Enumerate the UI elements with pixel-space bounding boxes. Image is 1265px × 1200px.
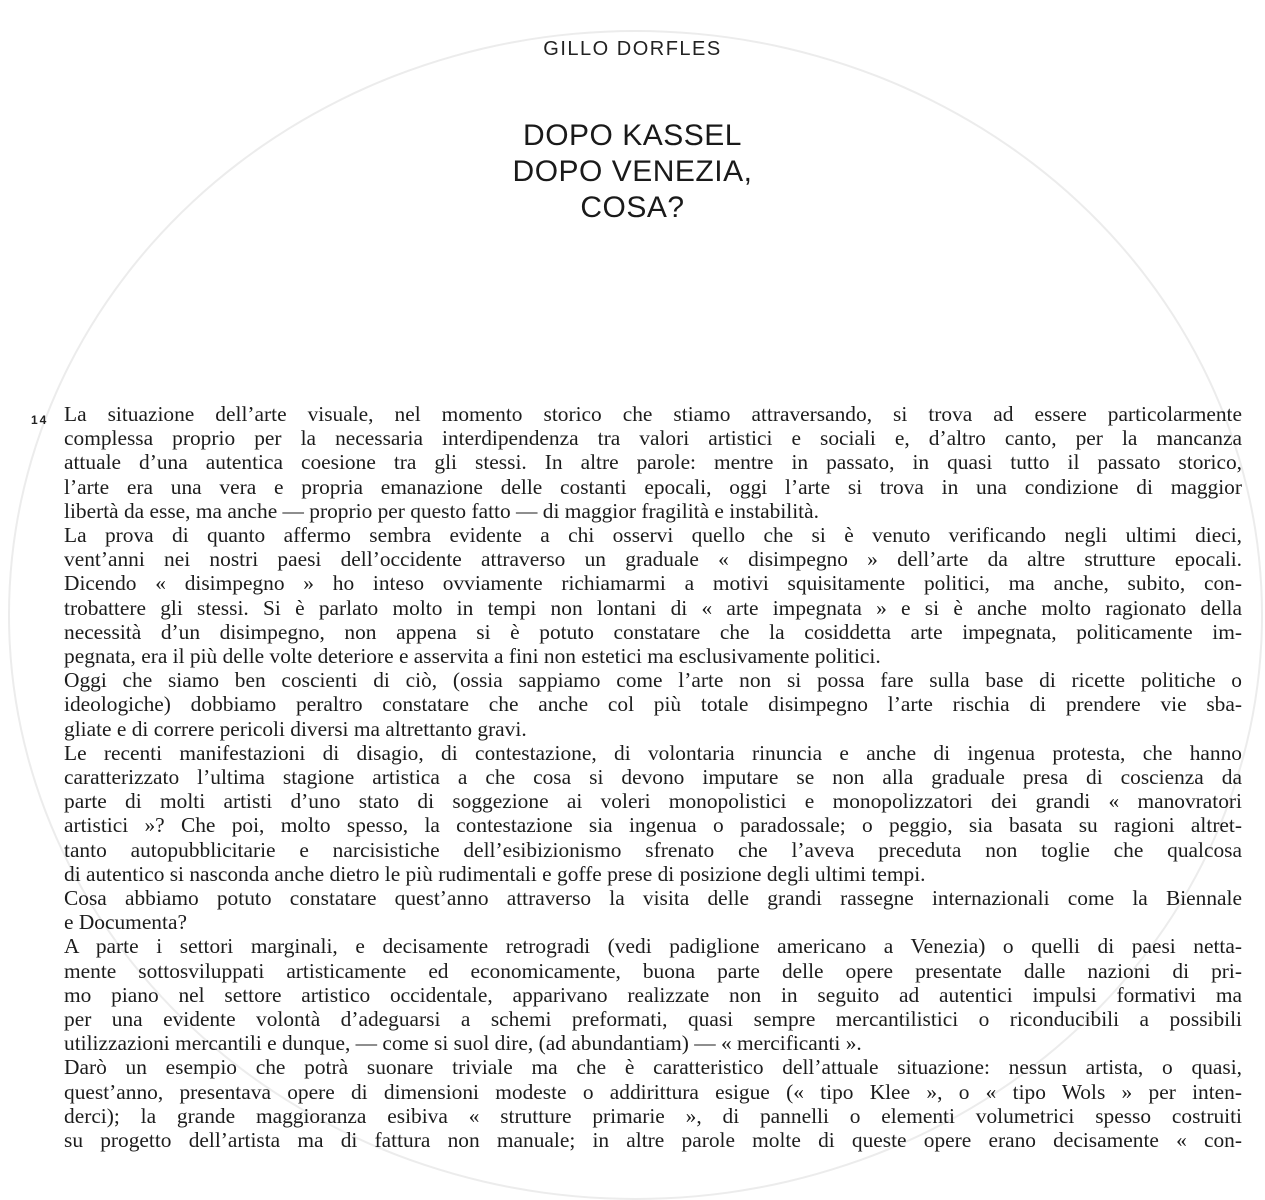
body-line: necessità d’un disimpegno, non appena si è potuto constatare che la cosiddetta arte impegnata, politicamente im-: [64, 619, 1242, 644]
body-line: Le recenti manifestazioni di disagio, di contestazione, di volontaria rinuncia e anche di ingenua protesta, che hanno: [64, 740, 1242, 765]
body-line: Cosa abbiamo potuto constatare quest’anno attraverso la visita delle grandi rassegne internazionali come la Biennale: [64, 886, 1242, 911]
title-line: COSA?: [580, 191, 685, 224]
title-line: DOPO KASSEL: [523, 119, 742, 152]
body-line: La prova di quanto affermo sembra evidente a chi osservi quello che si è venuto verificando negli ultimi dieci,: [64, 523, 1242, 548]
body-line: A parte i settori marginali, e decisamente retrogradi (vedi padiglione americano a Venezia) o quelli di paesi netta-: [64, 934, 1242, 959]
body-line: Dicendo « disimpegno » ho inteso ovviamente richiamarmi a motivi squisitamente politici, ma anche, subito, con-: [64, 571, 1242, 596]
title-line: DOPO VENEZIA,: [512, 155, 753, 188]
body-line: utilizzazioni mercantili e dunque, — come si suol dire, (ad abundantiam) — « mercificanti ».: [64, 1031, 862, 1056]
body-line: caratterizzato l’ultima stagione artistica a che cosa si devono imputare se non alla graduale presa di coscienza da: [64, 765, 1242, 790]
body-line: mo piano nel settore artistico occidentale, apparivano realizzate non in seguito ad autentici impulsi formativi ma: [64, 982, 1242, 1007]
body-line: e Documenta?: [64, 910, 187, 935]
body-line: mente sottosviluppati artisticamente ed economicamente, buona parte delle opere presentate dalle nazioni di pri-: [64, 958, 1242, 983]
body-line: trobattere gli stessi. Si è parlato molto in tempi non lontani di « arte impegnata » e si è anche molto ragionato della: [64, 595, 1242, 620]
body-line: artistici »? Che poi, molto spesso, la contestazione sia ingenua o paradossale; o peggio, sia basata su ragioni altret-: [64, 813, 1242, 838]
body-line: per una evidente volontà d’adeguarsi a schemi preformati, quasi sempre mercantilistici o riconducibili a possibili: [64, 1007, 1242, 1032]
body-line: tanto autopubblicitarie e narcisistiche dell’esibizionismo sfrenato che l’aveva preceduta non toglie che qualcosa: [64, 837, 1242, 862]
body-line: quest’anno, presentava opere di dimensioni modeste o addirittura esigue (« tipo Klee », o « tipo Wols » per inten-: [64, 1079, 1242, 1104]
body-line: su progetto dell’artista ma di fattura non manuale; in altre parole molte di queste opere erano decisamente « con-: [64, 1128, 1242, 1153]
page-number: 14: [31, 413, 49, 427]
article-title: [0, 118, 1265, 226]
body-line: derci); la grande maggioranza esibiva « strutture primarie », di pannelli o elementi volumetrici spesso costruiti: [64, 1103, 1242, 1128]
body-line: gliate e di correre pericoli diversi ma altrettanto gravi.: [64, 716, 527, 741]
body-line: vent’anni nei nostri paesi dell’occidente attraverso un graduale « disimpegno » dell’arte da altre strutture epocali.: [64, 547, 1242, 572]
body-line: l’arte era una vera e propria emanazione delle costanti epocali, oggi l’arte si trova in una condizione di maggior: [64, 474, 1242, 499]
body-line: attuale d’una autentica coesione tra gli stessi. In altre parole: mentre in passato, in quasi tutto il passato storico,: [64, 450, 1242, 475]
body-line: di autentico si nasconda anche dietro le più rudimentali e goffe prese di posizione degli ultimi tempi.: [64, 861, 926, 886]
body-line: parte di molti artisti d’uno stato di soggezione ai voleri monopolistici e monopolizzatori dei grandi « manovratori: [64, 789, 1242, 814]
body-line: pegnata, era il più delle volte deteriore e asservita a fini non estetici ma esclusivamente politici.: [64, 644, 881, 669]
body-line: La situazione dell’arte visuale, nel momento storico che stiamo attraversando, si trova ad essere particolarmente: [64, 402, 1242, 426]
body-line: libertà da esse, ma anche — proprio per questo fatto — di maggior fragilità e instabilità.: [64, 498, 819, 523]
body-line: Oggi che siamo ben coscienti di ciò, (ossia sappiamo come l’arte non si possa fare sulla base di ricette politiche o: [64, 668, 1242, 693]
body-line: ideologiche) dobbiamo peraltro constatare che anche col più totale disimpegno l’arte rischia di prendere vie sba-: [64, 692, 1242, 717]
author-name: GILLO DORFLES: [543, 38, 722, 60]
body-line: complessa proprio per la necessaria interdipendenza tra valori artistici e sociali e, d’altro canto, per la mancanza: [64, 426, 1242, 451]
article-body: [64, 402, 1242, 1152]
body-line: Darò un esempio che potrà suonare triviale ma che è caratteristico dell’attuale situazione: nessun artista, o quasi,: [64, 1055, 1242, 1080]
